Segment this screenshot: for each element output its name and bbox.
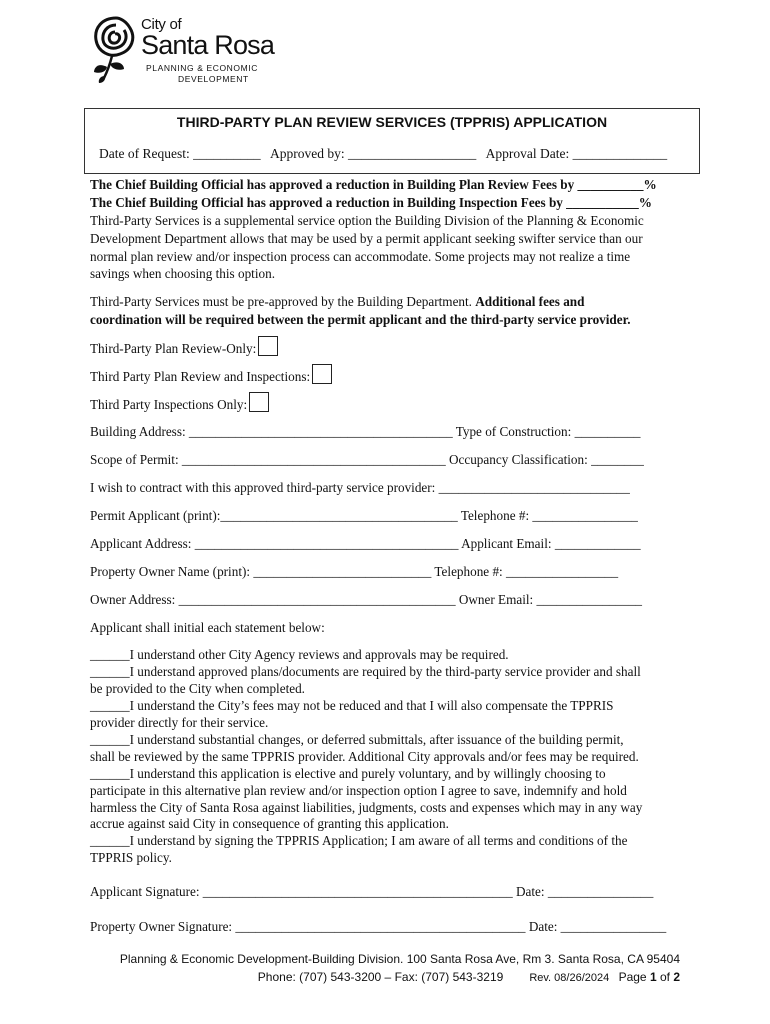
inspections-only-checkbox[interactable] bbox=[249, 392, 269, 412]
intro-line: Development Department allows that may be used by a permit applicant seeking swifter service than our bbox=[90, 231, 643, 246]
permit-applicant-row[interactable]: Permit Applicant (print):____________________________________ Telephone #: ________________ bbox=[90, 508, 638, 523]
header-fields-row bbox=[99, 146, 667, 162]
approved-by-field[interactable]: Approved by: ___________________ bbox=[269, 146, 477, 161]
footer-revision: Rev. 08/26/2024 bbox=[529, 972, 610, 984]
statement-line: harmless the City of Santa Rosa against liabilities, judgments, costs and expenses which may in any way bbox=[90, 800, 643, 815]
statement-line: shall be reviewed by the same TPPRIS provider. Additional City approvals and/or fees may be required. bbox=[90, 749, 639, 764]
owner-signature-row[interactable]: Property Owner Signature: ____________________________________________ Date: ________________ bbox=[90, 919, 667, 934]
date-of-request-field[interactable]: Date of Request: __________ bbox=[99, 146, 261, 161]
statement-line[interactable]: ______I understand approved plans/documents are required by the third-party service provider and shall bbox=[90, 664, 641, 679]
option-label: Third Party Inspections Only: bbox=[90, 397, 248, 412]
application-header-box bbox=[84, 108, 700, 174]
statement-line[interactable]: ______I understand other City Agency reviews and approvals may be required. bbox=[90, 647, 509, 662]
city-logo bbox=[90, 12, 280, 86]
statement-line[interactable]: ______I understand the City’s fees may not be reduced and that I will also compensate the TPPRIS bbox=[90, 698, 614, 713]
approval-date-field[interactable]: Approval Date: ______________ bbox=[485, 146, 668, 161]
plan-review-fee-reduction[interactable]: The Chief Building Official has approved a reduction in Building Plan Review Fees by __________% bbox=[90, 177, 657, 192]
service-provider-row[interactable]: I wish to contract with this approved third-party service provider: _____________________________ bbox=[90, 480, 630, 495]
preapproval-text: Third-Party Services must be pre-approved by the Building Department. bbox=[90, 294, 476, 309]
initials-heading: Applicant shall initial each statement below: bbox=[90, 620, 325, 635]
owner-address-row[interactable]: Owner Address: __________________________________________ Owner Email: ________________ bbox=[90, 592, 643, 607]
statement-line: be provided to the City when completed. bbox=[90, 681, 305, 696]
logo-dept-line1: PLANNING & ECONOMIC bbox=[146, 63, 258, 73]
applicant-signature-row[interactable]: Applicant Signature: _______________________________________________ Date: ________________ bbox=[90, 884, 654, 899]
logo-city-of: City of bbox=[141, 16, 182, 33]
option-plan-review-only bbox=[90, 336, 278, 357]
building-address-row[interactable]: Building Address: ________________________________________ Type of Construction: __________ bbox=[90, 424, 641, 439]
footer-phone: Phone: (707) 543-3200 – Fax: (707) 543-3219 bbox=[257, 970, 504, 984]
footer-contact bbox=[90, 970, 680, 984]
preapproval-bold: Additional fees and bbox=[475, 294, 585, 309]
intro-line: Third-Party Services is a supplemental service option the Building Division of the Planning & Economic bbox=[90, 213, 644, 228]
intro-line: savings when choosing this option. bbox=[90, 266, 275, 281]
intro-line: normal plan review and/or inspection process can accommodate. Some projects may not realize a time bbox=[90, 249, 631, 264]
page-current: 1 bbox=[649, 970, 657, 984]
option-inspections-only bbox=[90, 392, 269, 413]
plan-review-and-inspections-checkbox[interactable] bbox=[312, 364, 332, 384]
page-number bbox=[619, 970, 680, 984]
statement-line[interactable]: ______I understand by signing the TPPRIS Application; I am aware of all terms and conditions of the bbox=[90, 833, 628, 848]
applicant-address-row[interactable]: Applicant Address: ________________________________________ Applicant Email: _____________ bbox=[90, 536, 641, 551]
statement-line: accrue against said City in consequence of granting this application. bbox=[90, 816, 449, 831]
option-label: Third-Party Plan Review-Only: bbox=[90, 341, 257, 356]
preapproval-line2: coordination will be required between the permit applicant and the third-party service provider. bbox=[90, 312, 631, 327]
page-total: 2 bbox=[673, 970, 680, 984]
scope-of-permit-row[interactable]: Scope of Permit: ________________________________________ Occupancy Classification: ________ bbox=[90, 452, 644, 467]
page-of: of bbox=[656, 970, 674, 984]
property-owner-row[interactable]: Property Owner Name (print): ___________________________ Telephone #: _________________ bbox=[90, 564, 619, 579]
inspection-fee-reduction[interactable]: The Chief Building Official has approved a reduction in Building Inspection Fees by ___________% bbox=[90, 195, 652, 210]
option-plan-review-and-inspections bbox=[90, 364, 332, 385]
option-label: Third Party Plan Review and Inspections: bbox=[90, 369, 311, 384]
rose-icon bbox=[90, 12, 142, 84]
logo-dept-line2: DEVELOPMENT bbox=[178, 74, 249, 84]
logo-city-name: Santa Rosa bbox=[141, 30, 275, 60]
form-title: THIRD-PARTY PLAN REVIEW SERVICES (TPPRIS) APPLICATION bbox=[176, 114, 608, 130]
plan-review-only-checkbox[interactable] bbox=[258, 336, 278, 356]
page-prefix: Page bbox=[618, 970, 650, 984]
statement-line[interactable]: ______I understand substantial changes, or deferred submittals, after issuance of the building permit, bbox=[90, 732, 624, 747]
statement-line: provider directly for their service. bbox=[90, 715, 269, 730]
statement-line: participate in this alternative plan review and/or inspection option I agree to save, indemnify and hold bbox=[90, 783, 627, 798]
preapproval-line1 bbox=[90, 294, 584, 310]
statement-line[interactable]: ______I understand this application is elective and purely voluntary, and by willingly choosing to bbox=[90, 766, 606, 781]
footer-address: Planning & Economic Development-Building Division. 100 Santa Rosa Ave, Rm 3. Santa Rosa, CA 95404 bbox=[119, 952, 680, 966]
statement-line: TPPRIS policy. bbox=[90, 850, 172, 865]
